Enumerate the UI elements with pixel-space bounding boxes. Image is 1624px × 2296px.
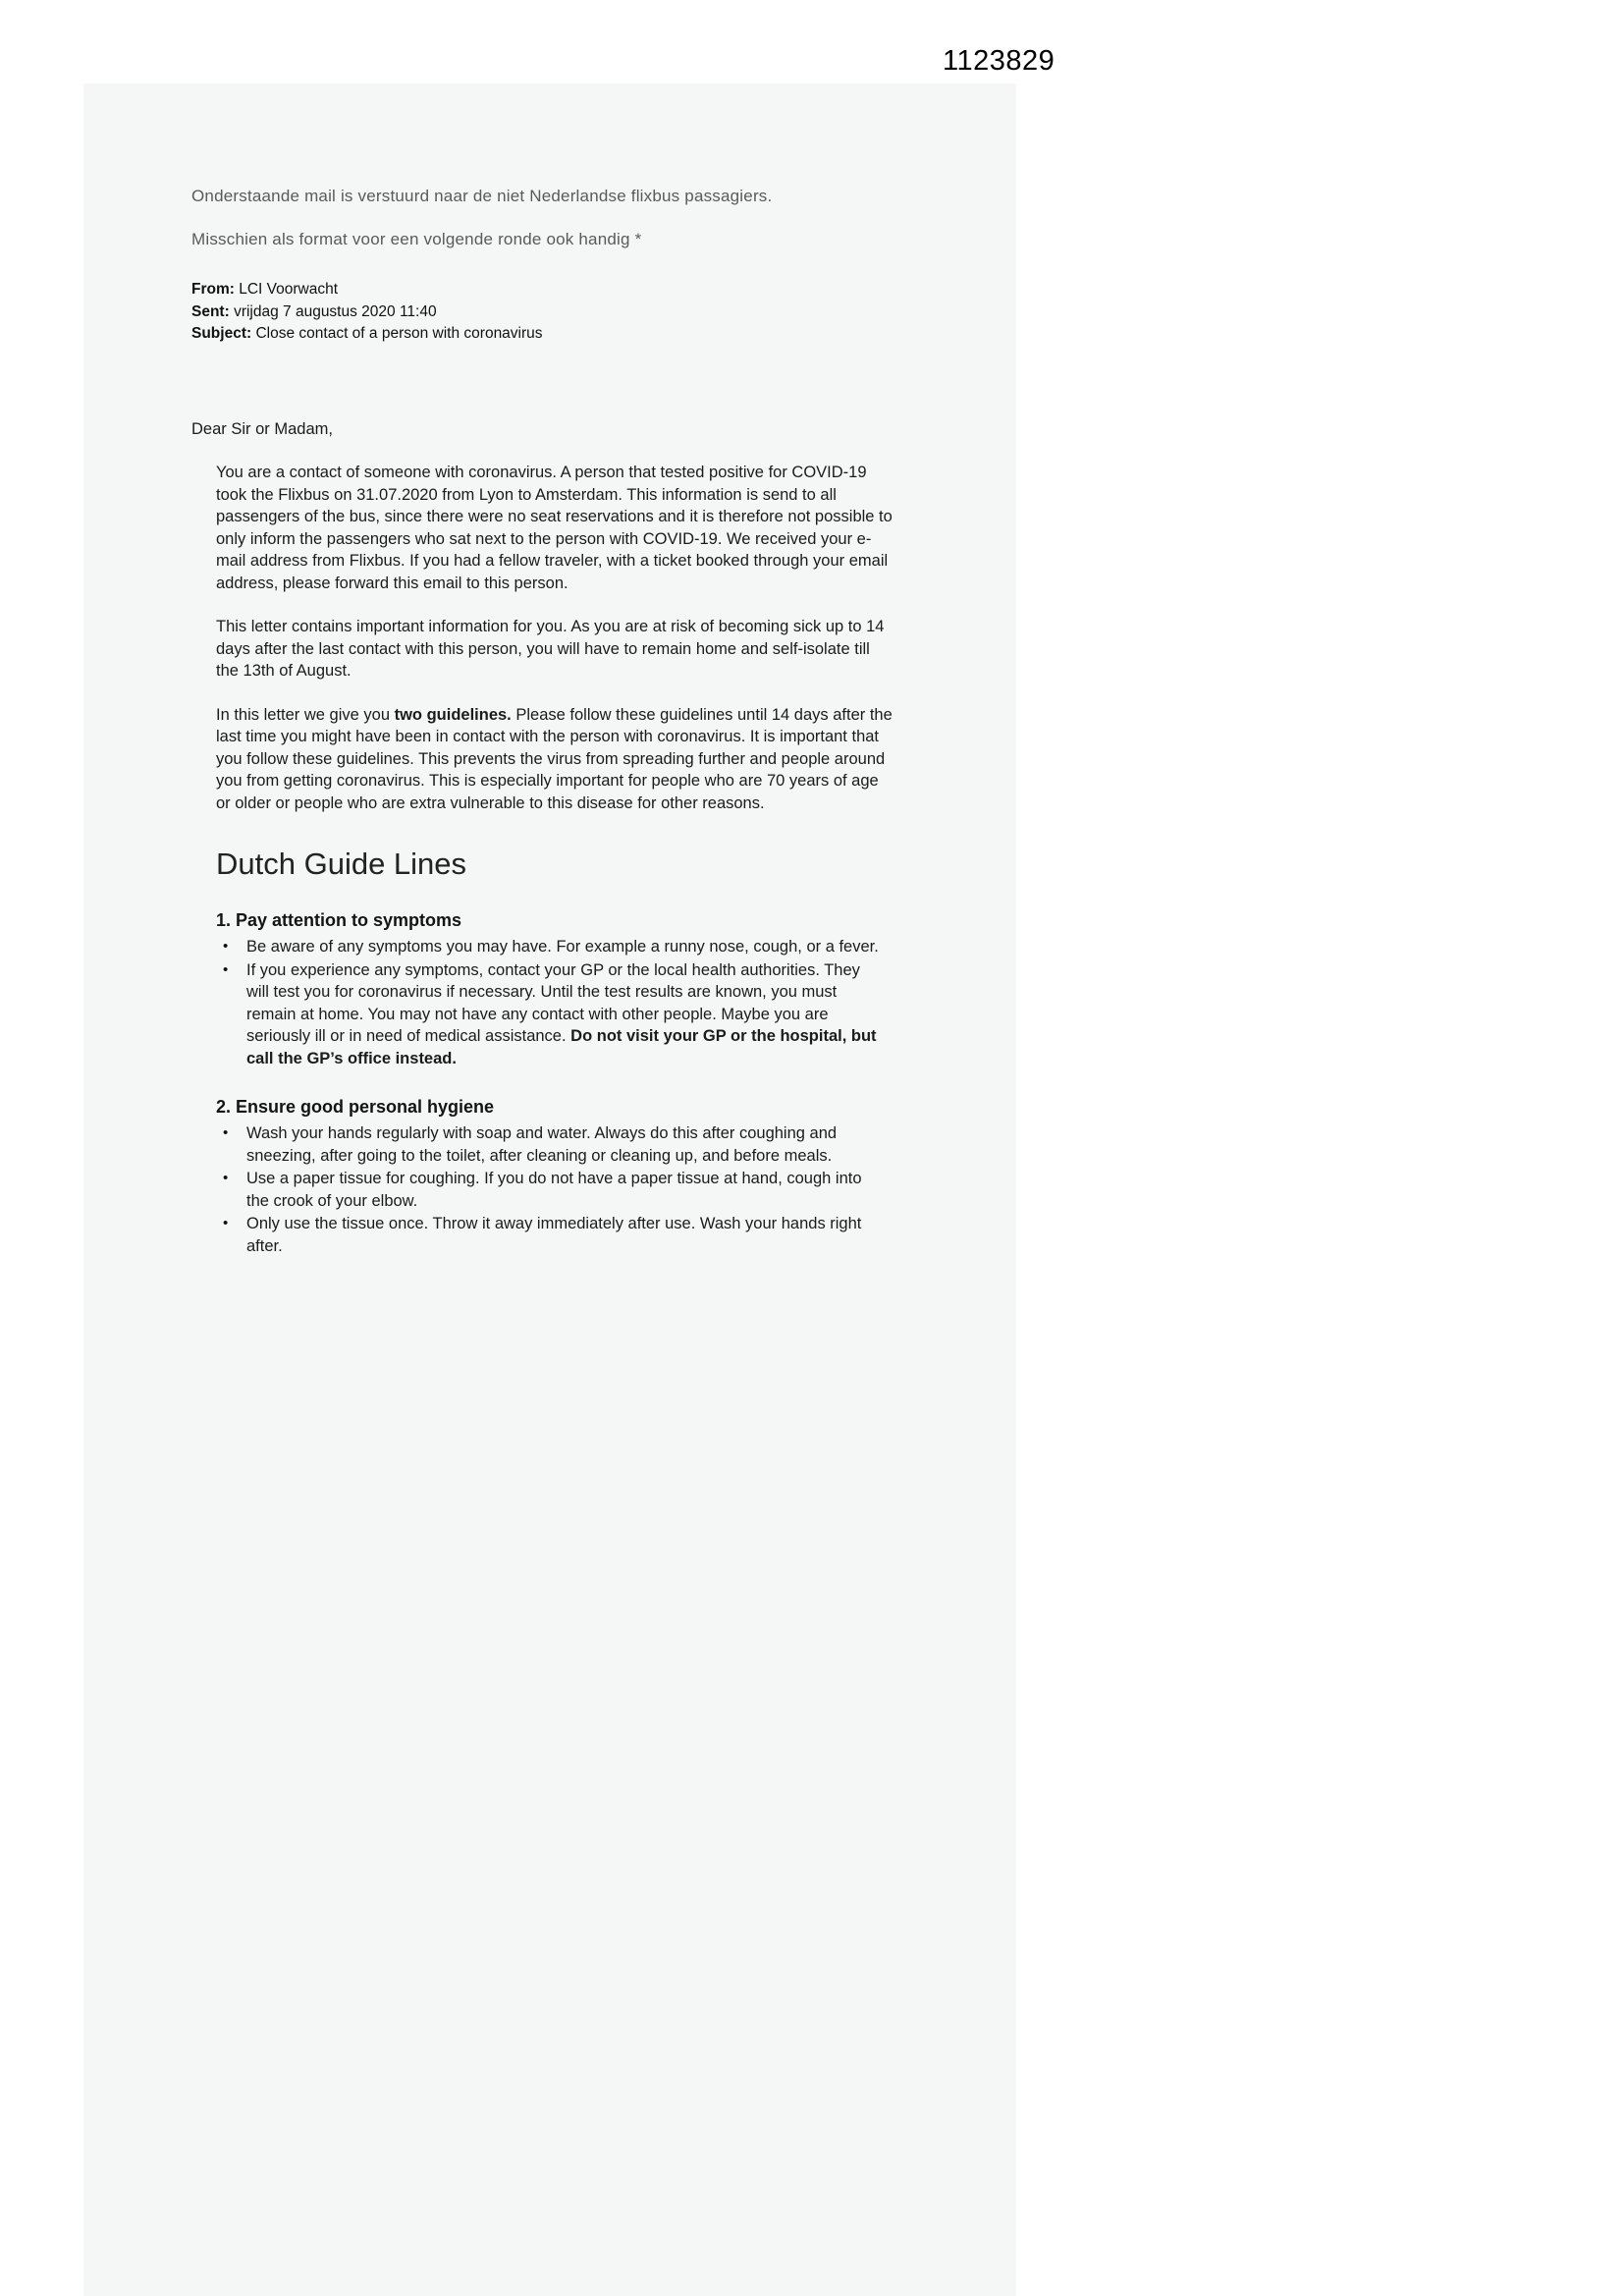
from-label: From: (191, 281, 235, 298)
from-value: LCI Voorwacht (239, 281, 339, 298)
bullet-text-bold: Do not visit your GP or the hospital, but call the GP’s office instead. (246, 1027, 877, 1067)
paragraph-2: This letter contains important information for you. As you are at risk of becoming sick up to 14 days after the last contact with this person, you will have to remain home and self-isolate till the 13th of August. (216, 618, 885, 680)
list-item (216, 959, 957, 1070)
section-2-bullet-list (216, 1122, 957, 1257)
paragraph-3-pre: In this letter we give you (216, 705, 395, 724)
section-1-bullet-list (216, 936, 957, 1069)
list-item (216, 936, 957, 958)
guidelines-heading: Dutch Guide Lines (216, 847, 467, 881)
bullet-icon: • (223, 1170, 229, 1186)
section-2-title: 2. Ensure good personal hygiene (216, 1097, 495, 1117)
bullet-text (246, 959, 883, 1070)
guidelines-section-2 (216, 1095, 957, 1257)
list-item (216, 1122, 957, 1167)
scanned-email-area (83, 83, 1016, 2296)
guidelines-section-1 (216, 908, 957, 1069)
sent-value: vrijdag 7 augustus 2020 11:40 (234, 302, 437, 320)
bullet-text: Only use the tissue once. Throw it away immediately after use. Wash your hands right after. (246, 1215, 862, 1255)
email-subject-line (191, 323, 957, 346)
subject-label: Subject: (191, 325, 252, 342)
email-header (191, 279, 957, 346)
list-item (216, 1168, 957, 1212)
bullet-text: Wash your hands regularly with soap and water. Always do this after coughing and sneezing, after going to the toilet, after cleaning or cleaning up, and before meals. (246, 1124, 838, 1165)
paragraph-3 (216, 704, 895, 815)
list-item (216, 1213, 957, 1257)
bullet-icon: • (223, 1215, 229, 1231)
bullet-icon: • (223, 1124, 229, 1141)
bullet-icon: • (223, 960, 229, 978)
email-from-line (191, 279, 957, 301)
email-sent-line (191, 301, 957, 324)
paragraph-3-bold: two guidelines. (394, 705, 512, 724)
section-1-title: 1. Pay attention to symptoms (216, 910, 462, 930)
bullet-text-normal: If you experience any symptoms, contact your GP or the local health authorities. They will test you for coronavirus if necessary. Until the test results are known, you must remain at home. You may not have any contact with other people. Maybe you are seriously ill or in need of medical assistance. (246, 960, 860, 1045)
paragraph-3-post: Please follow these guidelines until 14 days after the last time you might have been in contact with the person with coronavirus. It is important that you follow these guidelines. This prevents the virus from spreading further and people around you from getting coronavirus. This is especially important for people who are 70 years of age or older or people who are extra vulnerable to this disease for other reasons. (216, 705, 893, 812)
document-number: 1123829 (943, 45, 1056, 77)
salutation: Dear Sir or Madam, (191, 419, 333, 438)
sent-label: Sent: (191, 302, 230, 320)
intro-line-2: Misschien als format voor een volgende ronde ook handig * (191, 230, 642, 248)
bullet-text: Use a paper tissue for coughing. If you do not have a paper tissue at hand, cough into the crook of your elbow. (246, 1170, 862, 1210)
paragraph-1: You are a contact of someone with coronavirus. A person that tested positive for COVID-19 took the Flixbus on 31.07.2020 from Lyon to Amsterdam. This information is send to all passengers of the bus, since there were no seat reservations and it is therefore not possible to only inform the passengers who sat next to the person with COVID-19. We received your e-mail address from Flixbus. If you had a fellow traveler, with a ticket booked through your email address, please forward this email to this person. (216, 464, 893, 592)
bullet-icon: • (223, 938, 229, 955)
bullet-text: Be aware of any symptoms you may have. For example a runny nose, cough, or a fever. (246, 938, 879, 956)
intro-line-1: Onderstaande mail is verstuurd naar de niet Nederlandse flixbus passagiers. (191, 187, 773, 205)
subject-value: Close contact of a person with coronavirus (255, 325, 543, 342)
